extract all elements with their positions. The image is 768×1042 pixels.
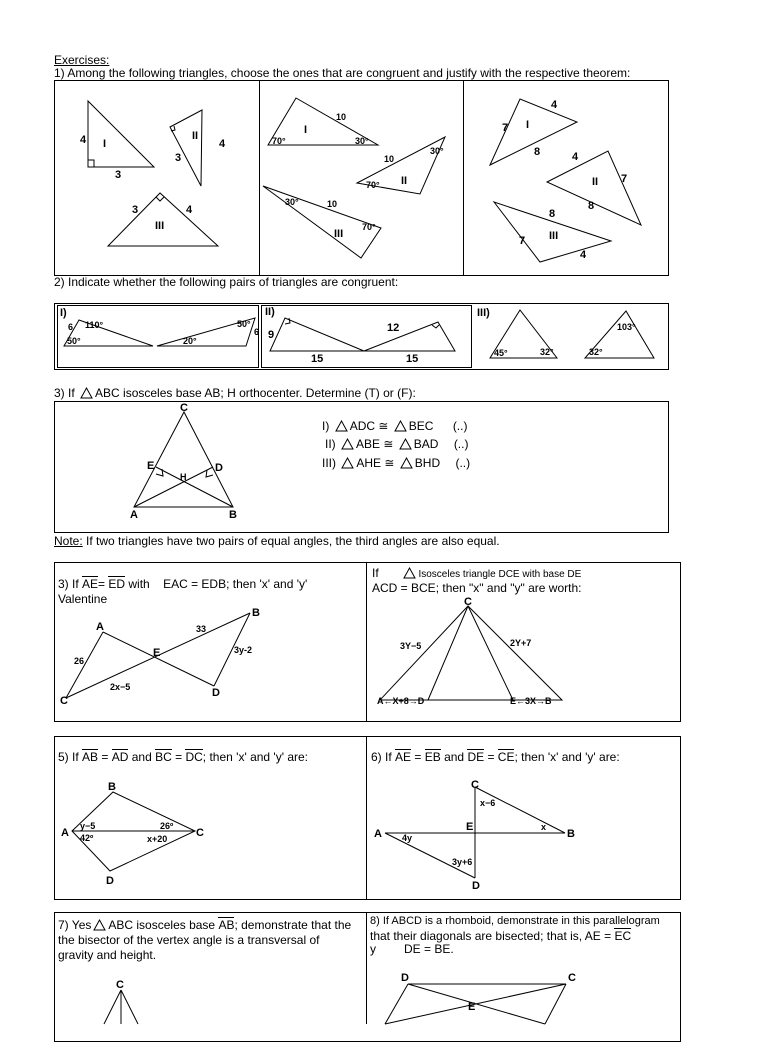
question-1: I) ADC ≅ BEC (..): [322, 419, 468, 433]
label: 6: [254, 327, 260, 337]
vertex-d: D: [212, 687, 220, 699]
vertex-c: C: [196, 827, 204, 839]
label: 26: [74, 656, 85, 666]
cell-1-label: I): [60, 307, 67, 319]
exercise-4a-prompt: 3) If AE= ED with EAC = EDB; then 'x' and 'y': [58, 577, 308, 591]
label: 3: [115, 169, 122, 181]
label: 3: [132, 204, 139, 216]
label: 4: [186, 204, 193, 216]
vertex-d: D: [472, 880, 480, 892]
label: 2x−5: [110, 682, 131, 692]
label: 9: [268, 329, 275, 341]
label: 10: [384, 154, 395, 164]
label: 4: [572, 151, 579, 163]
label: 4: [80, 134, 87, 146]
label: 7: [502, 122, 509, 134]
label: I: [304, 124, 308, 136]
exercise-8-line-3: y DE = BE.: [370, 942, 454, 956]
exercise-4a-prompt-cont: Valentine: [58, 592, 108, 606]
label: 6: [68, 322, 74, 332]
page-title: Exercises:: [54, 53, 110, 67]
label: y−5: [80, 821, 96, 831]
cell-3-label: III): [477, 307, 490, 319]
label: A←X+8→D: [377, 696, 425, 706]
label: E←3X→B: [510, 696, 552, 706]
vertex-e: E: [466, 821, 474, 833]
exercise-7-line-3: gravity and height.: [58, 948, 157, 962]
label: 33: [196, 624, 207, 634]
exercise-4b-prompt-cont: ACD = BCE; then "x" and "y" are worth:: [372, 581, 582, 595]
exercise-7-line-1: 7) Yes ABC isosceles base AB; demonstrate that the: [58, 918, 352, 932]
exercise-8-line-2: that their diagonals are bisected; that is, AE = EC: [370, 929, 632, 943]
vertex-d: D: [106, 875, 114, 887]
label: 70°: [272, 136, 286, 146]
label: 15: [406, 353, 419, 365]
vertex-a: A: [96, 621, 104, 633]
vertex-c: C: [116, 979, 124, 991]
label: 3y+6: [452, 857, 473, 867]
label: x+20: [147, 834, 168, 844]
vertex-a: A: [130, 509, 138, 521]
label: 45°: [494, 348, 508, 358]
question-3: III) AHE ≅ BHD (..): [322, 456, 471, 470]
label: III: [334, 228, 344, 240]
label: 4: [551, 99, 558, 111]
label: I: [526, 119, 530, 131]
vertex-c: C: [464, 596, 472, 608]
label: 30°: [355, 136, 369, 146]
exercise-5-prompt: 5) If AB = AD and BC = DC; then 'x' and 'y' are:: [58, 750, 309, 764]
vertex-e: E: [468, 1001, 476, 1013]
cell-2-label: II): [265, 306, 275, 318]
label: 26º: [160, 821, 174, 831]
vertex-b: B: [229, 509, 237, 521]
exercise-4b-prompt: If Isosceles triangle DCE with base DE: [372, 566, 582, 580]
vertex-a: A: [61, 827, 69, 839]
note: Note: If two triangles have two pairs of equal angles, the third angles are also equal.: [54, 534, 500, 548]
exercise-6-prompt: 6) If AE = EB and DE = CE; then 'x' and 'y' are:: [371, 750, 620, 764]
label: 7: [621, 173, 628, 185]
vertex-e: E: [153, 647, 161, 659]
label: 20°: [183, 336, 197, 346]
vertex-b: B: [252, 607, 260, 619]
label: x−6: [480, 798, 496, 808]
label: 15: [311, 353, 324, 365]
label: 10: [327, 199, 338, 209]
label: 50°: [67, 336, 81, 346]
exercise-7-line-2: the bisector of the vertex angle is a transversal of: [58, 933, 320, 947]
exercise-3-prompt: 3) If ABC isosceles base AB; H orthocenter. Determine (T) or (F):: [54, 386, 416, 400]
label: III: [155, 220, 165, 232]
label: 42º: [80, 833, 94, 843]
label: II: [592, 176, 599, 188]
vertex-b: B: [567, 828, 575, 840]
label: 4: [580, 249, 587, 261]
label: II: [192, 130, 199, 142]
label: 110°: [85, 320, 104, 330]
label: III: [549, 230, 559, 242]
label: 2Y+7: [510, 638, 532, 648]
vertex-d: D: [401, 972, 409, 984]
label: 10: [336, 112, 347, 122]
label: 8: [549, 208, 556, 220]
label: 70°: [362, 222, 376, 232]
vertex-e: E: [147, 460, 155, 472]
label: 8: [588, 200, 595, 212]
label: 50°: [237, 319, 251, 329]
exercise-1-prompt: 1) Among the following triangles, choose the ones that are congruent and justify with the respective theorem:: [54, 66, 631, 80]
label: 12: [387, 322, 400, 334]
label: 30°: [430, 146, 444, 156]
label: 3Y−5: [400, 641, 422, 651]
label: 103°: [617, 322, 636, 332]
label: 32°: [589, 347, 603, 357]
label: 70°: [366, 180, 380, 190]
exercise-8-line-1: 8) If ABCD is a rhomboid, demonstrate in this parallelogram: [370, 915, 660, 927]
vertex-c: C: [568, 972, 576, 984]
label: x: [541, 822, 547, 832]
vertex-h: H: [180, 472, 187, 482]
label: I: [103, 138, 107, 150]
vertex-d: D: [215, 462, 223, 474]
label: 30°: [285, 197, 299, 207]
label: 7: [519, 235, 526, 247]
question-2: II) ABE ≅ BAD (..): [325, 437, 469, 451]
vertex-c: C: [180, 402, 188, 414]
label: 3: [175, 152, 182, 164]
vertex-c: C: [471, 779, 479, 791]
vertex-a: A: [374, 828, 382, 840]
label: 8: [534, 146, 541, 158]
label: 4: [219, 138, 226, 150]
vertex-c: C: [60, 695, 68, 707]
vertex-b: B: [108, 781, 116, 793]
exercise-2-prompt: 2) Indicate whether the following pairs of triangles are congruent:: [54, 275, 399, 289]
label: 32°: [540, 347, 554, 357]
label: 4y: [402, 833, 413, 843]
label: 3y-2: [234, 645, 253, 655]
label: II: [401, 175, 408, 187]
